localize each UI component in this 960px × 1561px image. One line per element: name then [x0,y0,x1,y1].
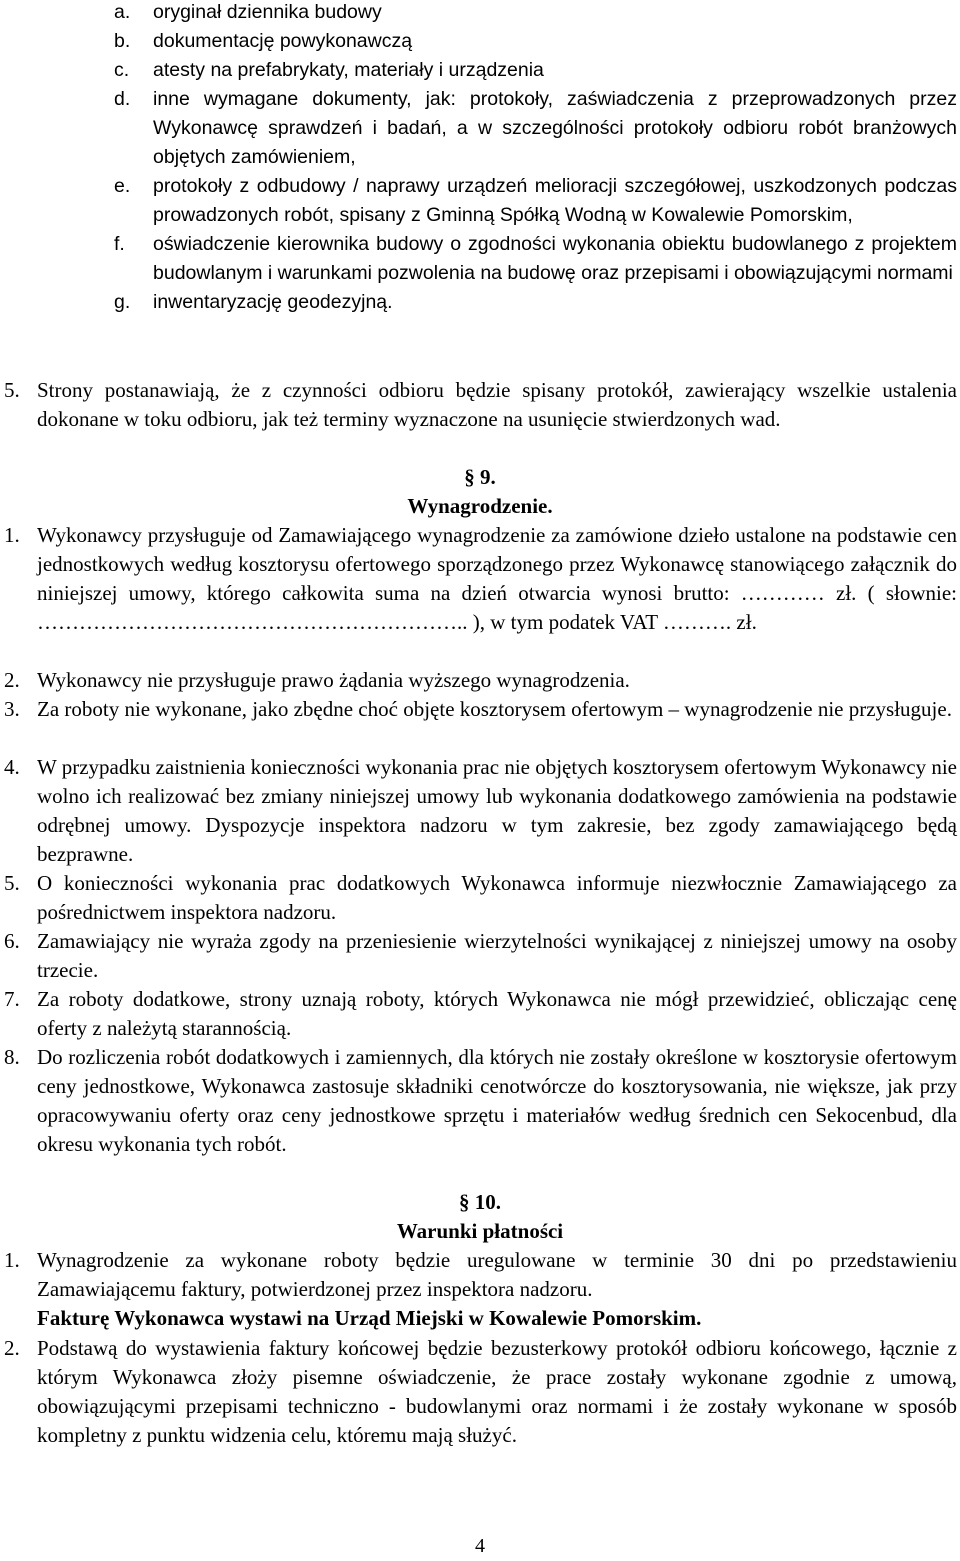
paragraph-bold-text: Fakturę Wykonawca wystawi na Urząd Miejski w Kowalewie Pomorskim. [37,1306,702,1330]
paragraph-text: Za roboty dodatkowe, strony uznają roboty, których Wykonawca nie mógł przewidzieć, obliczając cenę oferty z należytą starannością. [37,987,957,1040]
paragraph-number: 1. [4,1248,20,1272]
paragraph-number: 8. [4,1045,20,1069]
list-item-text: inwentaryzację geodezyjną. [153,291,393,313]
list-item-text: inne wymagane dokumenty, jak: protokoły, zaświadczenia z przeprowadzonych przez Wykonawcę sprawdzeń i badań, a w szczególności protokoły odbioru robót branżowych objętych zamówieniem, [153,88,957,168]
page-number: 4 [475,1535,485,1557]
numbered-paragraph [4,927,957,985]
paragraph-number: 7. [4,987,20,1011]
numbered-paragraph [4,985,957,1043]
paragraph-text: O konieczności wykonania prac dodatkowych Wykonawca informuje niezwłocznie Zamawiającego za pośrednictwem inspektora nadzoru. [37,871,957,924]
paragraph-number: 3. [4,697,20,721]
paragraph-number: 2. [4,668,20,692]
paragraph-number: 1. [4,523,20,547]
paragraph-text: Wykonawcy nie przysługuje prawo żądania wyższego wynagrodzenia. [37,668,630,692]
numbered-paragraph [4,376,957,434]
section-title: Wynagrodzenie. [407,494,553,518]
list-item [114,27,957,56]
numbered-paragraph [4,666,957,695]
numbered-paragraph [4,1043,957,1159]
list-item [114,172,957,230]
paragraph-text: Wynagrodzenie za wykonane roboty będzie uregulowane w terminie 30 dni po przedstawieniu Zamawiającemu faktury, potwierdzonej przez inspektora nadzoru. [37,1248,957,1301]
list-item-text: oryginał dziennika budowy [153,1,382,23]
list-item [114,230,957,288]
numbered-paragraph [4,1246,957,1333]
numbered-paragraph [4,869,957,927]
paragraph-number: 5. [4,871,20,895]
list-marker: f. [114,233,125,255]
paragraph-text: Za roboty nie wykonane, jako zbędne choć objęte kosztorysem ofertowym – wynagrodzenie nie przysługuje. [37,697,952,721]
list-marker: b. [114,30,131,52]
list-marker: g. [114,291,131,313]
list-item-text: dokumentację powykonawczą [153,30,413,52]
paragraph-text: Podstawą do wystawienia faktury końcowej będzie bezusterkowy protokół odbioru końcowego, łącznie z którym Wykonawca złoży pisemne oświadczenie, że prace zostały wykonane zgodnie z umową, obowiązującymi przepisami techniczno - budowlanymi oraz normami i że zostały wykonane w sposób kompletny z punktu widzenia celu, któremu mają służyć. [37,1336,957,1447]
section-number: § 9. [464,465,496,489]
paragraph-number: 5. [4,378,20,402]
list-item [114,288,957,317]
list-marker: e. [114,175,131,197]
list-item [114,0,957,27]
list-item [114,85,957,172]
paragraph-text: Wykonawcy przysługuje od Zamawiającego wynagrodzenie za zamówione dzieło ustalone na podstawie cen jednostkowych według kosztorysu ofertowego sporządzonego przez Wykonawcę stanowiącego załącznik do niniejszej umowy, którego całkowita suma na dzień otwarcia wynosi brutto: ………… zł. ( słownie: …………………………………………………….. ), w tym podatek VAT ………. zł. [37,523,957,634]
list-item-text: protokoły z odbudowy / naprawy urządzeń melioracji szczegółowej, uszkodzonych podczas prowadzonych robót, spisany z Gminną Spółką Wodną w Kowalewie Pomorskim, [153,175,957,226]
list-item-text: atesty na prefabrykaty, materiały i urządzenia [153,59,544,81]
paragraph-body [37,1246,957,1333]
list-marker: d. [114,88,131,110]
list-item [114,56,957,85]
paragraph-number: 6. [4,929,20,953]
document-list [114,0,957,317]
paragraph-text: Strony postanawiają, że z czynności odbioru będzie spisany protokół, zawierający wszelkie ustalenia dokonane w toku odbioru, jak też terminy wyznaczone na usunięcie stwierdzonych wad. [37,378,957,431]
paragraph-text: W przypadku zaistnienia konieczności wykonania prac nie objętych kosztorysem ofertowym Wykonawcy nie wolno ich realizować bez zmiany niniejszej umowy lub wykonania dodatkowego zamówienia na podstawie odrębnej umowy. Dyspozycje inspektora nadzoru w tym zakresie, bez zgody zamawiającego będą bezprawne. [37,755,957,866]
numbered-paragraph [4,695,957,724]
section-title: Warunki płatności [396,1219,564,1243]
numbered-paragraph [4,753,957,869]
list-marker: c. [114,59,130,81]
section-number: § 10. [459,1190,501,1214]
numbered-paragraph [4,521,957,637]
paragraph-number: 2. [4,1336,20,1360]
paragraph-text: Zamawiający nie wyraża zgody na przeniesienie wierzytelności wynikającej z niniejszej umowy na osoby trzecie. [37,929,957,982]
paragraph-text: Do rozliczenia robót dodatkowych i zamiennych, dla których nie zostały określone w kosztorysie ofertowym ceny jednostkowe, Wykonawca zastosuje składniki cenotwórcze do kosztorysowania, nie większe, jak przy opracowywaniu oferty oraz ceny jednostkowe sprzętu i materiałów według średnich cen Sekocenbud, dla okresu wykonania tych robót. [37,1045,957,1156]
numbered-paragraph [4,1334,957,1450]
list-marker: a. [114,1,131,23]
list-item-text: oświadczenie kierownika budowy o zgodności wykonania obiektu budowlanego z projektem budowlanym i warunkami pozwolenia na budowę oraz przepisami i obowiązującymi normami [153,233,957,284]
paragraph-number: 4. [4,755,20,779]
